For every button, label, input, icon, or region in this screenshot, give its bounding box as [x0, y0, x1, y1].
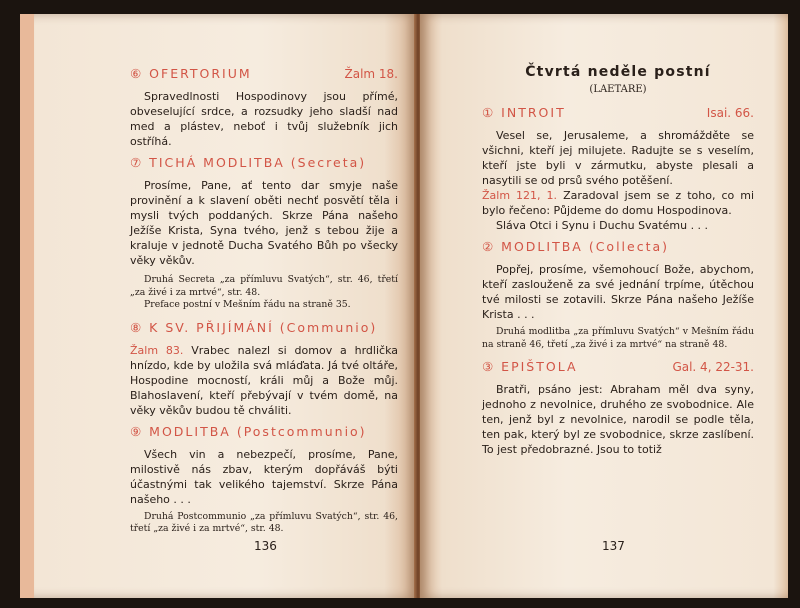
- epistola-title: ③ EPIŠTOLA: [482, 359, 578, 374]
- introit-ref: Isai. 66.: [706, 106, 754, 120]
- collecta-text: Popřej, prosíme, všemohoucí Bože, abychom, kteří zaslouženě za své jednání trpíme, útěchou tvé milosti se zotavili. Skrze Pána našeho Ježíše Krista . . .: [482, 263, 754, 321]
- sunday-title: Čtvrtá neděle postní: [525, 64, 711, 80]
- sunday-subtitle: (LAETARE): [589, 84, 647, 95]
- collecta-title: ② MODLITBA (Collecta): [482, 239, 670, 254]
- communio-ref: Žalm 83.: [130, 343, 184, 357]
- communio-title: ⑧ K SV. PŘIJÍMÁNÍ (Communio): [130, 319, 378, 335]
- introit-header: [482, 105, 754, 120]
- postcommunio-note: Druhá Postcommunio „za přímluvu Svatých“, str. 46, třetí „za živé i za mrtvé“, str. 48.: [130, 510, 398, 534]
- epistola-header: [482, 359, 754, 374]
- introit-psalm-ref: Žalm 121, 1.: [482, 189, 558, 202]
- secreta-header: [130, 155, 398, 170]
- epistola-text: Bratři, psáno jest: Abraham měl dva syny, jednoho z nevolnice, druhého ze svobodnice. Ale ten, jenž byl z nevolnice, narodil se podle těla, ten pak, který byl ze svobodnice, skrze zaslíbení. To jest předobrazné. Jsou to totiž: [482, 383, 754, 456]
- open-book: [20, 14, 788, 598]
- secreta-note-1: Druhá Secreta „za přímluvu Svatých“, str. 46, třetí „za živé i za mrtvé“, str. 48.: [130, 274, 398, 298]
- ofertorium-title: ⑥ OFERTORIUM: [130, 66, 252, 81]
- secreta-title: ⑦ TICHÁ MODLITBA (Secreta): [130, 155, 367, 170]
- page-edge: [20, 14, 34, 598]
- communio-header: [130, 320, 398, 335]
- secreta-note-2: Preface postní v Mešním řádu na straně 35.: [144, 299, 351, 310]
- introit-gloria: Sláva Otci i Synu i Duchu Svatému . . .: [496, 219, 709, 232]
- collecta-note: Druhá modlitba „za přímluvu Svatých“ v Mešním řádu na straně 46, třetí „za živé i za mrtvé“ na straně 48.: [482, 326, 754, 350]
- postcommunio-text: Všech vin a nebezpečí, prosíme, Pane, milostivě nás zbav, kterým dopřáváš býti účastnými tak velikého tajemství. Skrze Pána našeho . . .: [130, 447, 398, 506]
- left-page: [20, 14, 416, 598]
- right-page-content: [482, 66, 754, 457]
- ofertorium-text: Spravedlnosti Hospodinovy jsou přímé, obveselující srdce, a rozsudky jeho sladší nad med a plástev, neboť i tvůj služebník jich ostříhá.: [130, 90, 398, 148]
- left-page-content: [130, 66, 398, 536]
- page-number-left: 136: [254, 539, 277, 553]
- postcommunio-title: ⑨ MODLITBA (Postcommunio): [130, 423, 367, 439]
- postcommunio-header: [130, 424, 398, 439]
- introit-psalm: [482, 188, 754, 218]
- right-page: [420, 14, 788, 598]
- introit-title: ① INTROIT: [482, 105, 566, 120]
- introit-psalm-text: Zaradoval jsem se z toho, co mi bylo řečeno: Půjdeme do domu Hospodinova.: [482, 189, 755, 217]
- communio-text: Vrabec nalezl si domov a hrdlička hnízdo, kde by uložila svá mláďata. Já tvé oltáře, Hospodine mocností, králi můj a Bože můj. Blahoslavení, kteří přebývají v tvém domě, na věky věkův budou tě chváliti.: [130, 343, 398, 417]
- introit-text: Vesel se, Jerusaleme, a shromážděte se všichni, kteří jej milujete. Radujte se s veselím, kteří jste byli v zármutku, abyste plesali a nasytili se od prsů svého potěšení.: [482, 129, 754, 187]
- collecta-header: [482, 239, 754, 254]
- ofertorium-ref: Žalm 18.: [344, 67, 398, 81]
- communio-paragraph: [130, 343, 398, 418]
- ofertorium-header: [130, 66, 398, 81]
- page-number-right: 137: [602, 539, 625, 553]
- epistola-ref: Gal. 4, 22-31.: [672, 360, 754, 374]
- secreta-text: Prosíme, Pane, ať tento dar smyje naše provinění a k slavení oběti nechť posvětí těla i mysli tvých poddaných. Skrze Pána našeho Ježíše Krista, Syna tvého, jenž s tebou žije a kraluje v jednotě Ducha Svatého Bůh po všecky věky věkův.: [130, 179, 398, 267]
